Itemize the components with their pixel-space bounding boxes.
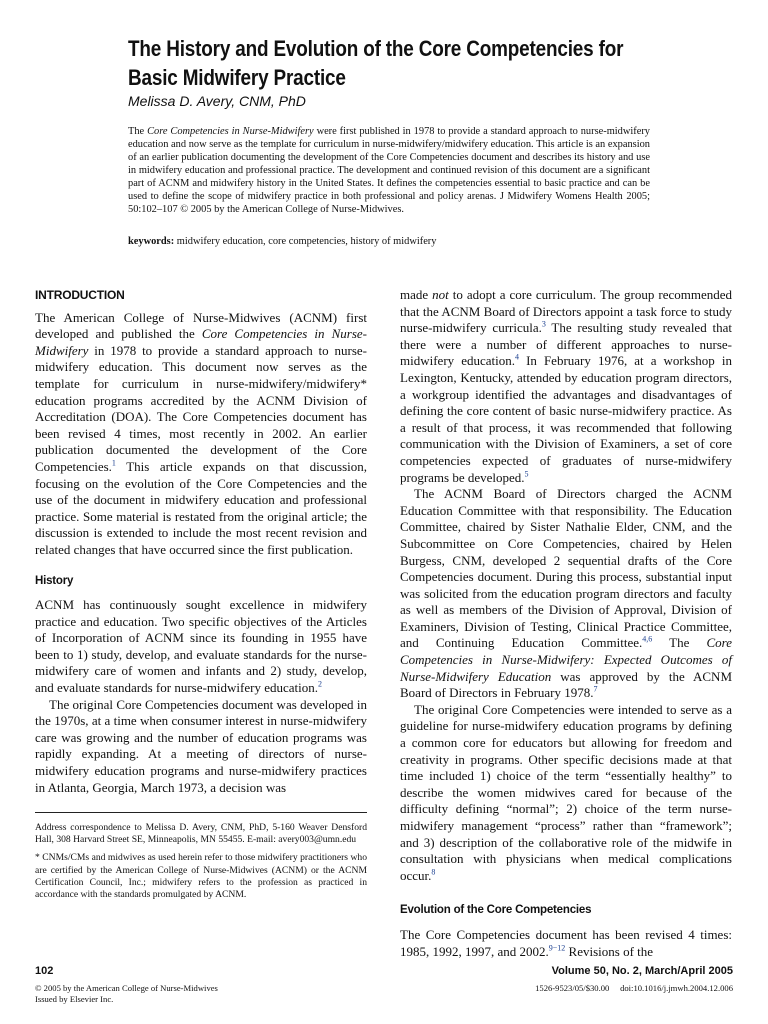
volume-info: Volume 50, No. 2, March/April 2005: [551, 965, 733, 977]
reference-link[interactable]: 1: [111, 458, 116, 468]
copyright-notice: [35, 983, 218, 1005]
r1-text-a: made: [400, 287, 433, 302]
article-title: [128, 34, 624, 92]
history-heading: History: [35, 574, 74, 587]
abstract-pre: The: [128, 126, 148, 137]
abstract: [128, 125, 650, 216]
copyright-line-1: © 2005 by the American College of Nurse-Midwives: [35, 983, 218, 993]
evolution-heading: Evolution of the Core Competencies: [400, 904, 592, 917]
intro-text-b: in 1978 to provide a standard approach to nurse-midwifery education. This document now serves as the template for curriculum in nurse-midwifery/midwifery* education programs accredited by the ACNM Division of Accreditation (DOA). The Core Competencies document has been revised 4 times, most recently in 2002. An earlier publication documented the development of the Core Competencies.: [35, 342, 367, 474]
history-paragraph-1: [35, 597, 367, 697]
keywords-text: midwifery education, core competencies, history of midwifery: [174, 236, 437, 247]
reference-link[interactable]: 8: [431, 867, 436, 877]
reference-link[interactable]: 4,6: [642, 635, 653, 645]
r2-text-a: The ACNM Board of Directors charged the ACNM Education Committee with that responsibility. The Education Committee, chaired by Sister Nathalie Elder, CNM, and the Subcommittee on Core Competencies, chaired by Helen Burgess, CNM, developed 2 sequential drafts of the Core Competencies document. During this process, substantial input was solicited from the education program directors and faculty as well as members of the Division of Approval, Division of Examiners, Division of Testing, Clinical Practice Committee, and Continuing Education Committee.: [400, 486, 732, 651]
reference-link[interactable]: 3: [541, 319, 546, 329]
r2-text-c: was approved by the ACNM Board of Directors in February 1978.: [400, 668, 732, 701]
reference-link[interactable]: 9−12: [548, 943, 566, 953]
page-number: 102: [35, 965, 54, 977]
r4-text: The Core Competencies document has been revised 4 times: 1985, 1992, 1997, and 2002.: [400, 926, 732, 959]
r1-text-c: The resulting study revealed that there were a number of different approaches to nurse-midwifery education.: [400, 320, 732, 369]
star-footnote: * CNMs/CMs and midwives as used herein refer to those midwifery practitioners who are certified by the American College of Nurse-Midwives (ACNM) or the ACNM Certification Council, Inc.; midwifery refers to the profession as practiced in accordance with the standards promulgated by ACNM.: [35, 852, 367, 901]
footnotes: [35, 822, 367, 907]
r1-text-d: In February 1976, at a workshop in Lexington, Kentucky, attended by education program directors, a workgroup identified the advantages and disadvantages of defining the core content of basic nurse-midwifery practice. As a result of that process, it was recommended that following communication with the Division of Examiners, a set of core competencies expected of graduates of nurse-midwifery programs be developed.: [400, 353, 732, 485]
intro-italic: Core Competencies in Nurse-Midwifery: [35, 326, 367, 358]
left-column: [35, 287, 367, 796]
author-byline: Melissa D. Avery, CNM, PhD: [128, 93, 306, 109]
history-text-1: ACNM has continuously sought excellence in midwifery practice and education. Two specific objectives of the Articles of Incorporation of ACNM since its founding in 1955 have been to 1) study, develop, and evaluate standards for the nurse-midwifery care of women and infants and 2) study, develop, and evaluate standards for nurse-midwifery education.: [35, 597, 367, 696]
copyright-line-2: Issued by Elsevier Inc.: [35, 994, 114, 1004]
right-paragraph-3: [400, 702, 732, 885]
intro-text-a: The American College of Nurse-Midwives (ACNM) first developed and published the: [35, 309, 367, 342]
address-footnote: Address correspondence to Melissa D. Avery, CNM, PhD, 5-160 Weaver Densford Hall, 308 Harvard Street SE, Minneapolis, MN 55455. E-mail: avery003@umn.edu: [35, 822, 367, 846]
reference-link[interactable]: 7: [593, 684, 598, 694]
title-line-2: Basic Midwifery Practice: [128, 65, 346, 90]
keywords-label: keywords:: [128, 236, 175, 247]
right-column: [400, 287, 732, 960]
r4-text-b: Revisions of the: [565, 943, 654, 959]
r3-text: The original Core Competencies were intended to serve as a guideline for nurse-midwifery education programs by defining a common core for educators but allowing for freedom and creativity in programs. Other specific decisions made at that time included 1) choice of the term “essentially healthy” to describe the women midwives cared for because of the difficulty defining “normal”; 2) choice of the term nurse-midwifery management “process” rather than “framework”; and 3) description of the collaborative role of the midwife in consultation with physicians when medical complications occur.: [400, 701, 732, 883]
right-paragraph-4: [400, 927, 732, 960]
abstract-text: were first published in 1978 to provide a standard approach to nurse-midwifery education and now serve as the template for curriculum in nurse-midwifery/midwifery education. This article is an expansion of an earlier publication documenting the development of the Core Competencies document and describes its history and use in midwifery education and professional practice. The development and continued revision of this document are a significant part of ACNM and midwifery history in the United States. It defines the competencies essential to basic practice and can be used to define the scope of midwifery practice in both professional and policy arenas. J Midwifery Womens Health 2005; 50:102–107 © 2005 by the American College of Nurse-Midwives.: [128, 126, 650, 215]
right-paragraph-2: [400, 486, 732, 702]
doi-line: 1526-9523/05/$30.00 doi:10.1016/j.jmwh.2004.12.006: [535, 983, 733, 993]
r2-italic: Core Competencies in Nurse-Midwifery: Expected Outcomes of Nurse-Midwifery Education: [400, 635, 732, 684]
r1-text-b: to adopt a core curriculum. The group recommended that the ACNM Board of Directors appoint a task force to study nurse-midwifery curricula.: [400, 287, 732, 336]
reference-link[interactable]: 5: [524, 469, 529, 479]
title-line-1: The History and Evolution of the Core Competencies for: [128, 36, 624, 61]
introduction-paragraph: [35, 310, 367, 559]
introduction-heading: INTRODUCTION: [35, 288, 125, 302]
footnote-divider: [35, 812, 367, 813]
history-paragraph-2: The original Core Competencies document was developed in the 1970s, at a time when consumer interest in nurse-midwifery care was growing and the number of education programs was rapidly expanding. At a meeting of directors of nurse-midwifery education programs and nurse-midwifery practices in Atlanta, Georgia, March 1973, a decision was: [35, 696, 367, 795]
intro-text-c: This article expands on that discussion, focusing on the evolution of the Core Competencies and the use of the document in midwifery education and professional practice. Some material is restated from the original article; the discussion is extended to include the most recent revision and related changes that have occurred since the first publication.: [35, 458, 367, 557]
reference-link[interactable]: 4: [515, 353, 519, 363]
r2-text-b: The: [652, 635, 707, 651]
keywords: [128, 236, 436, 247]
reference-link[interactable]: 2: [318, 679, 323, 689]
r1-italic: not: [432, 287, 449, 302]
abstract-italic-title: Core Competencies in Nurse-Midwifery: [147, 126, 314, 137]
right-paragraph-1: [400, 287, 732, 486]
